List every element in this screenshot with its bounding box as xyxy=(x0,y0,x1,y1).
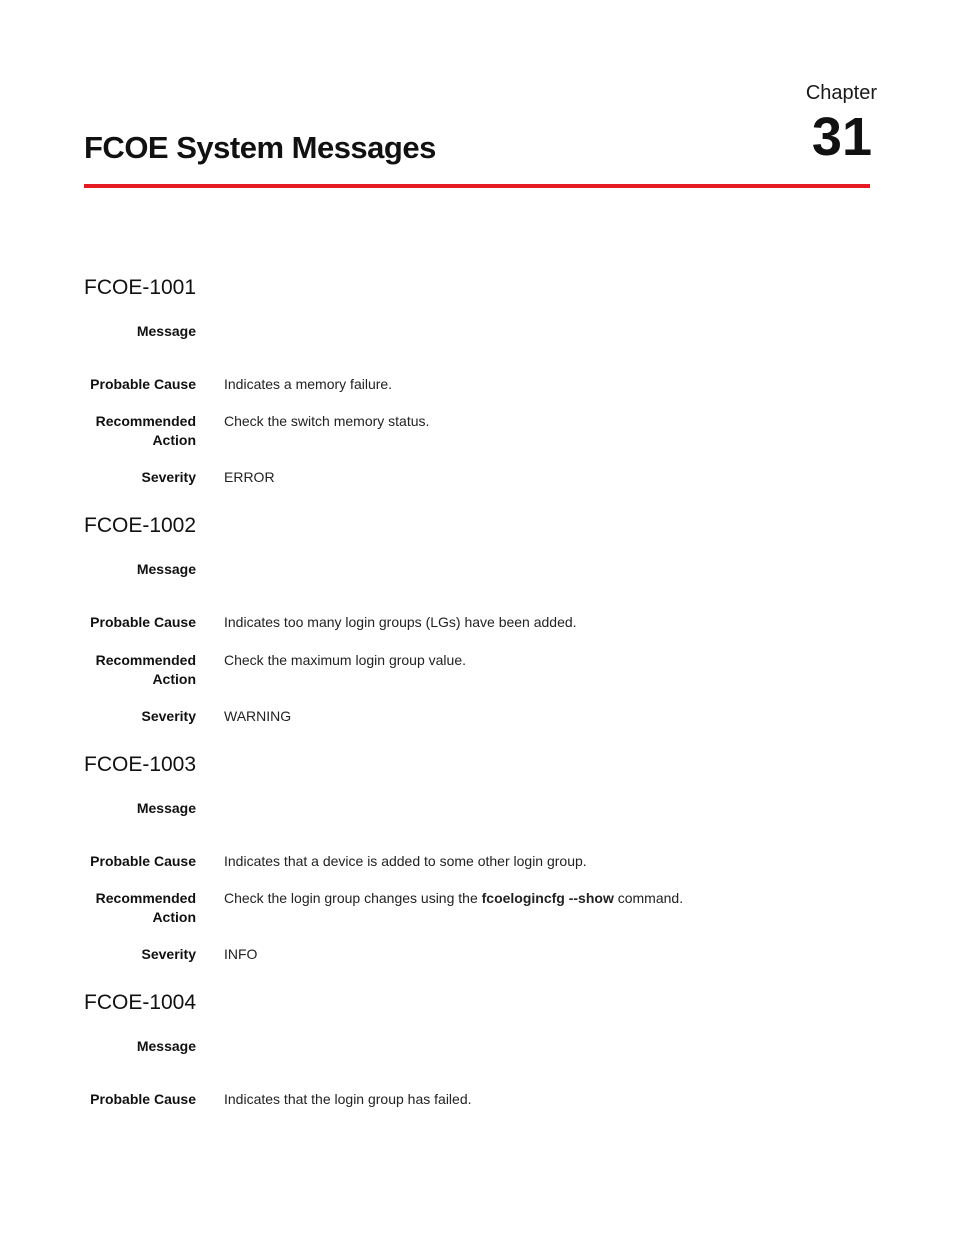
probable-cause-value: Indicates that a device is added to some other login group. xyxy=(224,853,587,869)
severity-label: Severity xyxy=(141,469,196,485)
probable-cause-label: Probable Cause xyxy=(90,1091,196,1107)
probable-cause-value: Indicates that the login group has failed. xyxy=(224,1091,472,1107)
recommended-label-line2: Action xyxy=(152,432,196,448)
chapter-number: 31 xyxy=(811,107,872,167)
recommended-action-value xyxy=(224,889,870,908)
severity-value: ERROR xyxy=(224,469,275,485)
severity-value: WARNING xyxy=(224,708,292,724)
section-heading: FCOE-1002 xyxy=(84,514,197,537)
recommended-action-label xyxy=(84,651,196,689)
recommended-action-value: Check the maximum login group value. xyxy=(224,652,467,668)
message-label: Message xyxy=(136,800,196,816)
probable-cause-label: Probable Cause xyxy=(90,853,196,869)
severity-label: Severity xyxy=(141,946,196,962)
message-label: Message xyxy=(136,1038,196,1054)
recommended-action-prefix: Check the login group changes using the xyxy=(224,890,482,906)
message-label: Message xyxy=(136,561,196,577)
section-heading: FCOE-1004 xyxy=(84,991,197,1014)
section-fcoe-1004 xyxy=(84,988,870,1107)
probable-cause-label: Probable Cause xyxy=(90,614,196,630)
probable-cause-value: Indicates a memory failure. xyxy=(224,376,393,392)
recommended-action-label xyxy=(84,889,196,927)
page-title: FCOE System Messages xyxy=(84,130,436,165)
recommended-action-value: Check the switch memory status. xyxy=(224,413,430,429)
severity-label: Severity xyxy=(141,708,196,724)
recommended-label-line2: Action xyxy=(152,909,196,925)
recommended-action-suffix: command. xyxy=(613,890,684,906)
severity-value: INFO xyxy=(224,946,258,962)
section-heading: FCOE-1001 xyxy=(84,276,197,299)
chapter-label: Chapter xyxy=(805,82,877,104)
section-heading: FCOE-1003 xyxy=(84,753,197,776)
recommended-label-line2: Action xyxy=(152,671,196,687)
recommended-label-line1: Recommended xyxy=(95,413,196,429)
section-fcoe-1002 xyxy=(84,511,870,724)
recommended-label-line1: Recommended xyxy=(95,652,196,668)
probable-cause-label: Probable Cause xyxy=(90,376,196,392)
message-label: Message xyxy=(136,323,196,339)
section-fcoe-1001 xyxy=(84,273,870,485)
section-fcoe-1003 xyxy=(84,750,870,962)
recommended-label-line1: Recommended xyxy=(95,890,196,906)
probable-cause-value: Indicates too many login groups (LGs) have been added. xyxy=(224,614,577,630)
recommended-action-label xyxy=(84,412,196,450)
title-rule xyxy=(84,184,870,188)
command-text: fcoelogincfg --show xyxy=(481,890,614,906)
